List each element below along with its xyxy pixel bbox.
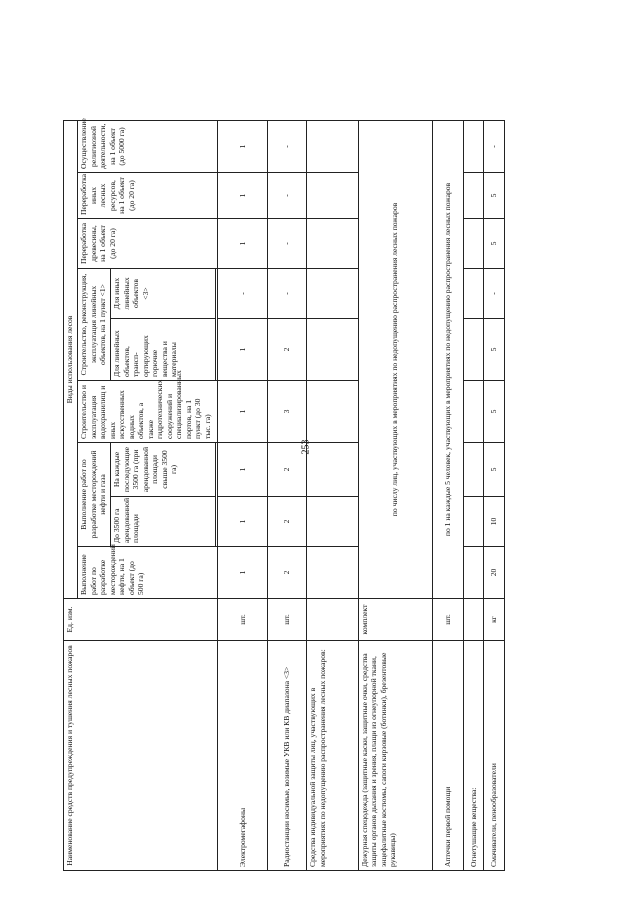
table-row bbox=[218, 120, 267, 870]
table-row bbox=[463, 120, 484, 870]
header-c3: На каждые последующие 3500 га (при арендованной площади свыше 3500 га) bbox=[111, 443, 216, 497]
cell: 1 bbox=[218, 319, 267, 381]
header-c6: Для иных линейных объектов <3> bbox=[111, 269, 216, 319]
cell: 5 bbox=[484, 173, 505, 219]
table-row bbox=[307, 120, 359, 870]
header-c1: Выполнение работ по разработке месторождений нефти, на 1 объект (до 500 га) bbox=[78, 547, 218, 599]
header-c9: Осуществление религиозной деятельности, на 1 объект (до 5000 га) bbox=[78, 120, 218, 172]
header-c2: До 3500 га арендованной площади bbox=[111, 497, 216, 547]
header-c4: Строительство и эксплуатация водохранилищ и иных искусственных водных объектов, а также гидротехнических сооружений и специализированных портов, на 1 пункт (до 30 тыс. га) bbox=[78, 381, 218, 443]
header-c7: Переработка древесины, на 1 объект (до 20 га) bbox=[78, 219, 218, 269]
row-unit bbox=[307, 599, 359, 641]
table-row bbox=[358, 120, 432, 870]
cell: 1 bbox=[218, 547, 267, 599]
cell: - bbox=[267, 120, 306, 172]
header-c2-3: Выполнение работ по разработке месторождений нефти и газа bbox=[78, 443, 111, 547]
page-number: 253 bbox=[300, 439, 312, 455]
row-name: Электромегафоны bbox=[218, 641, 267, 871]
row-name: Огнетушащие вещества: bbox=[463, 641, 484, 871]
row-unit: шт. bbox=[267, 599, 306, 641]
header-unit: Ед. изм. bbox=[64, 599, 218, 641]
header-types: Виды использования лесов bbox=[64, 120, 78, 598]
cell: - bbox=[484, 120, 505, 172]
cell: 1 bbox=[218, 443, 267, 497]
header-c8: Переработка иных лесных ресурсов, на 1 объект (до 20 га) bbox=[78, 173, 218, 219]
cell: - bbox=[218, 269, 267, 319]
cell: 1 bbox=[218, 173, 267, 219]
row-unit: кг bbox=[484, 599, 505, 641]
cell: 5 bbox=[484, 381, 505, 443]
row-name: Смачиватели, пенообразователи bbox=[484, 641, 505, 871]
cell: 1 bbox=[218, 497, 267, 547]
equipment-table bbox=[63, 120, 505, 871]
row-unit: шт. bbox=[218, 599, 267, 641]
row-name: Радиостанции носимые, возимые УКВ или КВ диапазона <3> bbox=[267, 641, 306, 871]
cell: 5 bbox=[484, 219, 505, 269]
span-note: по числу лиц, участвующих в мероприятиях по недопущению распространения лесных пожаров bbox=[358, 120, 432, 598]
cell: 2 bbox=[267, 547, 306, 599]
cell: - bbox=[267, 173, 306, 219]
cell: 10 bbox=[484, 497, 505, 547]
cell: - bbox=[484, 269, 505, 319]
row-unit bbox=[463, 599, 484, 641]
row-name: Аптечки первой помощи bbox=[432, 641, 463, 871]
cell: 2 bbox=[267, 319, 306, 381]
cell: - bbox=[267, 219, 306, 269]
cell: 1 bbox=[218, 120, 267, 172]
table-row bbox=[267, 120, 306, 870]
header-name: Наименование средств предупреждения и тушения лесных пожаров bbox=[64, 641, 218, 871]
cell: 3 bbox=[267, 381, 306, 443]
row-unit: комплект bbox=[358, 599, 432, 641]
span-note: по 1 на каждые 5 человек, участвующих в мероприятиях по недопущению распространения лесных пожаров bbox=[432, 120, 463, 598]
cell: 5 bbox=[484, 443, 505, 497]
cell: 1 bbox=[218, 381, 267, 443]
cell: - bbox=[267, 269, 306, 319]
row-unit: шт. bbox=[432, 599, 463, 641]
row-name: Дежурная спецодежда (защитные каски, защитные очки, средства защиты органов дыхания и зрения, плащи из огнеупорной ткани, энцефалитные костюмы, сапоги кирзовые (ботинки), брезентовые рукавицы) bbox=[358, 641, 432, 871]
table-row bbox=[432, 120, 463, 870]
cell: 20 bbox=[484, 547, 505, 599]
row-name: Средства индивидуальной защиты лиц, участвующих в мероприятиях по недопущению распространения лесных пожаров: bbox=[307, 641, 359, 871]
cell: 2 bbox=[267, 443, 306, 497]
header-c5: Для линейных объектов, транспортирующих горючие вещества и материалы bbox=[111, 319, 216, 381]
header-c5-6: Строительство, реконструкция, эксплуатация линейных объектов, на 1 пункт <1> bbox=[78, 269, 111, 381]
cell: 2 bbox=[267, 497, 306, 547]
rotated-table-container bbox=[63, 118, 505, 871]
cell: 1 bbox=[218, 219, 267, 269]
table-row bbox=[484, 120, 505, 870]
cell: 5 bbox=[484, 319, 505, 381]
